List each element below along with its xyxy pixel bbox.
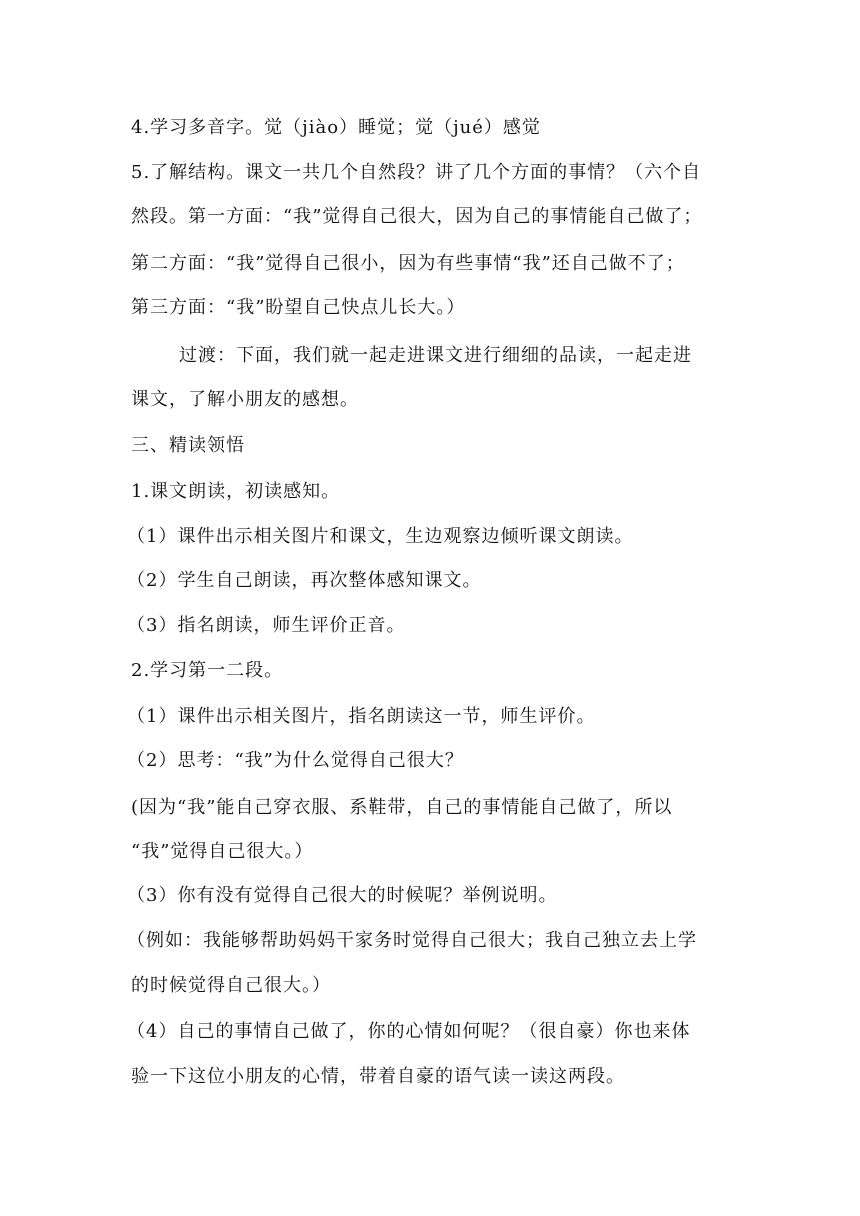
text-line: （3）你有没有觉得自己很大的时候呢？举例说明。: [127, 885, 558, 906]
text-line: (因为“我”能自己穿衣服、系鞋带，自己的事情能自己做了，所以: [131, 797, 673, 818]
text-line: （1）课件出示相关图片和课文，生边观察边倾听课文朗读。: [127, 526, 634, 547]
text-line: 课文，了解小朋友的感想。: [131, 389, 359, 410]
text-line: 然段。第一方面：“我”觉得自己很大，因为自己的事情能自己做了；: [131, 206, 703, 227]
text-line: 验一下这位小朋友的心情，带着自豪的语气读一读这两段。: [131, 1066, 625, 1087]
text-line: 第二方面：“我”觉得自己很小，因为有些事情“我”还自己做不了；: [131, 253, 685, 274]
text-line: “我”觉得自己很大。）: [131, 841, 314, 862]
text-line: 4.学习多音字。觉（jiào）睡觉；觉（jué）感觉: [131, 117, 541, 138]
text-line: （例如：我能够帮助妈妈干家务时觉得自己很大；我自己独立去上学: [127, 930, 697, 951]
text-line: 1.课文朗读，初读感知。: [131, 481, 341, 502]
text-line: 第三方面：“我”盼望自己快点儿长大。）: [131, 297, 466, 318]
text-line: （2）思考：“我”为什么觉得自己很大？: [127, 750, 464, 771]
text-line: （1）课件出示相关图片，指名朗读这一节，师生评价。: [127, 706, 596, 727]
text-line: （4）自己的事情自己做了，你的心情如何呢？（很自豪）你也来体: [127, 1021, 691, 1042]
text-line: 2.学习第一二段。: [131, 660, 284, 681]
section-heading: 三、精读领悟: [131, 435, 245, 456]
text-line: （3）指名朗读，师生评价正音。: [127, 615, 406, 636]
text-line: 过渡：下面，我们就一起走进课文进行细细的品读，一起走进: [179, 345, 692, 366]
text-line: 5.了解结构。课文一共几个自然段？讲了几个方面的事情？（六个自: [131, 162, 702, 183]
text-line: （2）学生自己朗读，再次整体感知课文。: [127, 570, 482, 591]
text-line: 的时候觉得自己很大。）: [131, 975, 331, 996]
